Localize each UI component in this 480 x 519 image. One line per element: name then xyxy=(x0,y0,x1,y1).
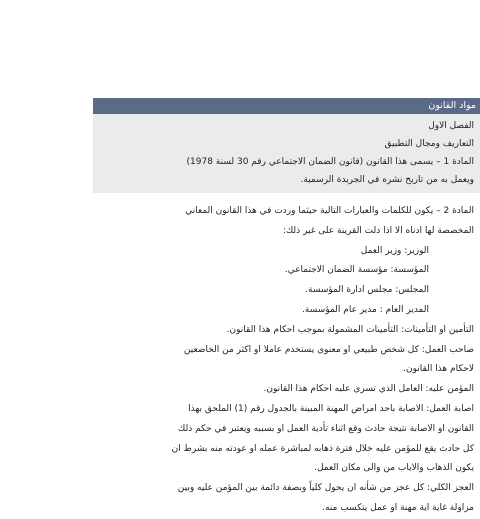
article-2-line: المادة 2 – يكون للكلمات والعبارات التالية حيثما وردت في هذا القانون المعاني xyxy=(185,206,474,216)
section-header-title: مواد القانون xyxy=(428,100,476,111)
definition-line: صاحب العمل: كل شخص طبيعي او معنوي يستخدم عاملا او اكثر من الخاضعين xyxy=(183,344,474,355)
definition-line: المؤمن عليه: العامل الذي تسري عليه احكام هذا القانون. xyxy=(263,384,474,395)
section-header xyxy=(93,98,480,114)
article-1-line: ويعمل به من تاريخ نشره في الجريدة الرسمية. xyxy=(300,175,474,185)
definition-line: كل حادث يقع للمؤمن عليه خلال فترة ذهابه لمباشرة عمله او عودته منه بشرط ان xyxy=(171,443,474,454)
definition-line: يكون الذهاب والاياب من والى مكان العمل. xyxy=(314,463,474,474)
article-2-line: المخصصة لها ادناه الا اذا دلت القرينة على غير ذلك: xyxy=(282,225,474,236)
definition-line: العجز الكلي: كل عجز من شأنه ان يحول كلياً وبصفة دائمة بين المؤمن عليه وبين xyxy=(177,483,474,494)
intro-block xyxy=(93,114,480,193)
chapter-subtitle: التعاريف ومجال التطبيق xyxy=(384,139,474,149)
definition-line: اصابة العمل: الاصابة باحد امراض المهنة المبينة بالجدول رقم (1) الملحق بهذا xyxy=(188,403,474,414)
definition-line: التأمين او التأمينات: التأمينات المشمولة بموجب احكام هذا القانون. xyxy=(226,324,474,335)
article-1-line: المادة 1 – يسمى هذا القانون (قانون الضمان الاجتماعي رقم 30 لسنة 1978) xyxy=(186,157,474,167)
article-2-block xyxy=(93,193,480,519)
definition-line: المجلس: مجلس ادارة المؤسسة. xyxy=(305,285,429,296)
definition-line: القانون او الاصابة نتيجة حادث وقع اثناء تأدية العمل او بسببه ويعتبر في حكم ذلك xyxy=(177,423,474,434)
definition-line: المؤسسة: مؤسسة الضمان الاجتماعي. xyxy=(284,265,429,276)
definition-line: المدير العام : مدير عام المؤسسة. xyxy=(302,304,429,315)
law-document xyxy=(93,98,480,519)
definition-line: مزاولة غاية اية مهنة او عمل يتكسب منه. xyxy=(322,502,474,513)
definition-line: الوزير: وزير العمل xyxy=(360,245,429,256)
definition-line: لاحكام هذا القانون. xyxy=(403,364,474,375)
chapter-title: الفصل الاول xyxy=(428,121,474,131)
